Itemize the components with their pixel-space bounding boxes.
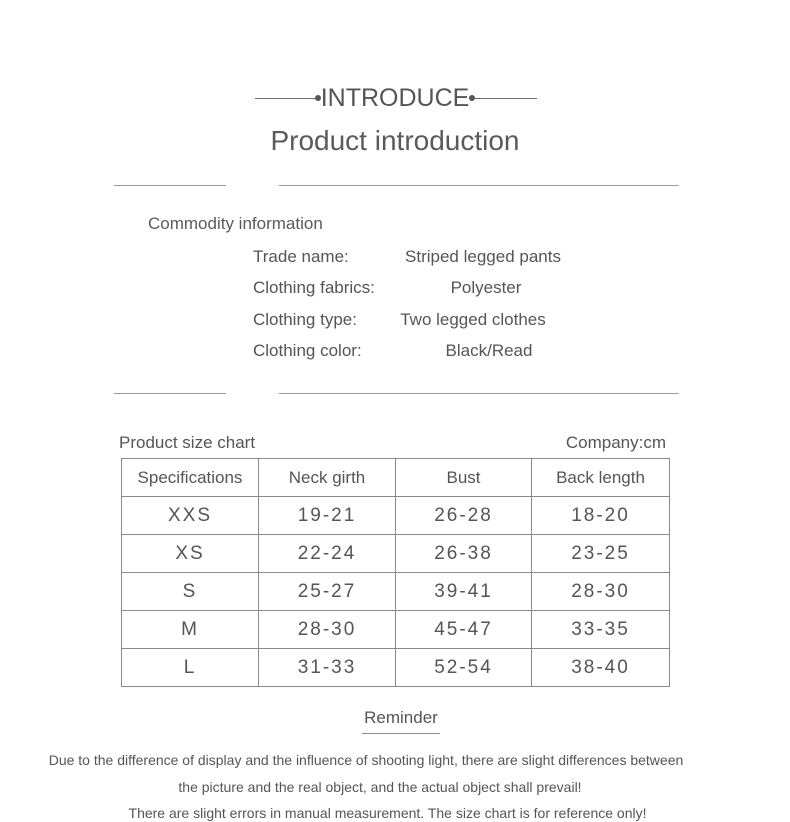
reminder-line: Due to the difference of display and the influence of shooting light, there are slight differences between: [48, 752, 684, 768]
reminder-line: There are slight errors in manual measurement. The size chart is for reference only!: [128, 805, 647, 821]
info-label: Clothing type:: [253, 310, 357, 329]
info-value: Striped legged pants: [405, 247, 561, 266]
size-table-cell: 23-25: [532, 535, 670, 573]
info-label: Trade name:: [253, 247, 349, 266]
header-line-right: [473, 98, 537, 99]
size-table-cell: 31-33: [259, 649, 396, 687]
size-table-cell: 19-21: [259, 497, 396, 535]
info-label: Clothing fabrics:: [253, 278, 375, 297]
info-value: Two legged clothes: [400, 310, 546, 329]
size-table-cell: 26-38: [396, 535, 532, 573]
size-table-cell: 52-54: [396, 649, 532, 687]
size-table-cell: S: [122, 573, 259, 611]
info-value: Black/Read: [445, 341, 533, 360]
size-table-cell: 22-24: [259, 535, 396, 573]
info-row-clothing-fabrics: [253, 278, 593, 302]
size-table: [121, 458, 670, 687]
size-table-cell: XS: [122, 535, 259, 573]
size-table-cell: 28-30: [259, 611, 396, 649]
size-table-row: [122, 497, 670, 535]
size-table-cell: 18-20: [532, 497, 670, 535]
size-table-header-cell: Bust: [396, 459, 532, 497]
size-table-cell: 39-41: [396, 573, 532, 611]
info-row-clothing-color: [253, 341, 593, 365]
size-table-row: [122, 611, 670, 649]
info-row-trade-name: [253, 247, 593, 271]
product-introduction-title: Product introduction: [270, 125, 520, 156]
size-table-cell: 25-27: [259, 573, 396, 611]
size-table-row: [122, 573, 670, 611]
info-label: Clothing color:: [253, 341, 362, 360]
size-table-cell: L: [122, 649, 259, 687]
size-table-header-cell: Neck girth: [259, 459, 396, 497]
divider-bottom-left: [114, 393, 226, 394]
info-row-clothing-type: [253, 310, 593, 334]
size-table-header-row: [122, 459, 670, 497]
size-table-cell: 38-40: [532, 649, 670, 687]
reminder-underline: [362, 733, 440, 734]
reminder-title: Reminder: [364, 708, 438, 727]
size-table-row: [122, 535, 670, 573]
size-table-cell: 33-35: [532, 611, 670, 649]
size-table-row: [122, 649, 670, 687]
size-table-cell: M: [122, 611, 259, 649]
divider-top-left: [114, 185, 226, 186]
size-table-cell: 26-28: [396, 497, 532, 535]
size-chart-title: Product size chart: [119, 433, 256, 452]
size-chart-unit: Company:cm: [565, 433, 666, 452]
size-table-header-cell: Specifications: [122, 459, 259, 497]
reminder-line: the picture and the real object, and the actual object shall prevail!: [178, 779, 582, 795]
info-value: Polyester: [450, 278, 522, 297]
introduce-title: INTRODUCE: [320, 84, 470, 112]
size-table-cell: XXS: [122, 497, 259, 535]
size-table-cell: 45-47: [396, 611, 532, 649]
divider-top-right: [279, 185, 679, 186]
size-table-cell: 28-30: [532, 573, 670, 611]
size-table-header-cell: Back length: [532, 459, 670, 497]
commodity-heading: Commodity information: [148, 214, 323, 233]
divider-bottom-right: [279, 393, 679, 394]
